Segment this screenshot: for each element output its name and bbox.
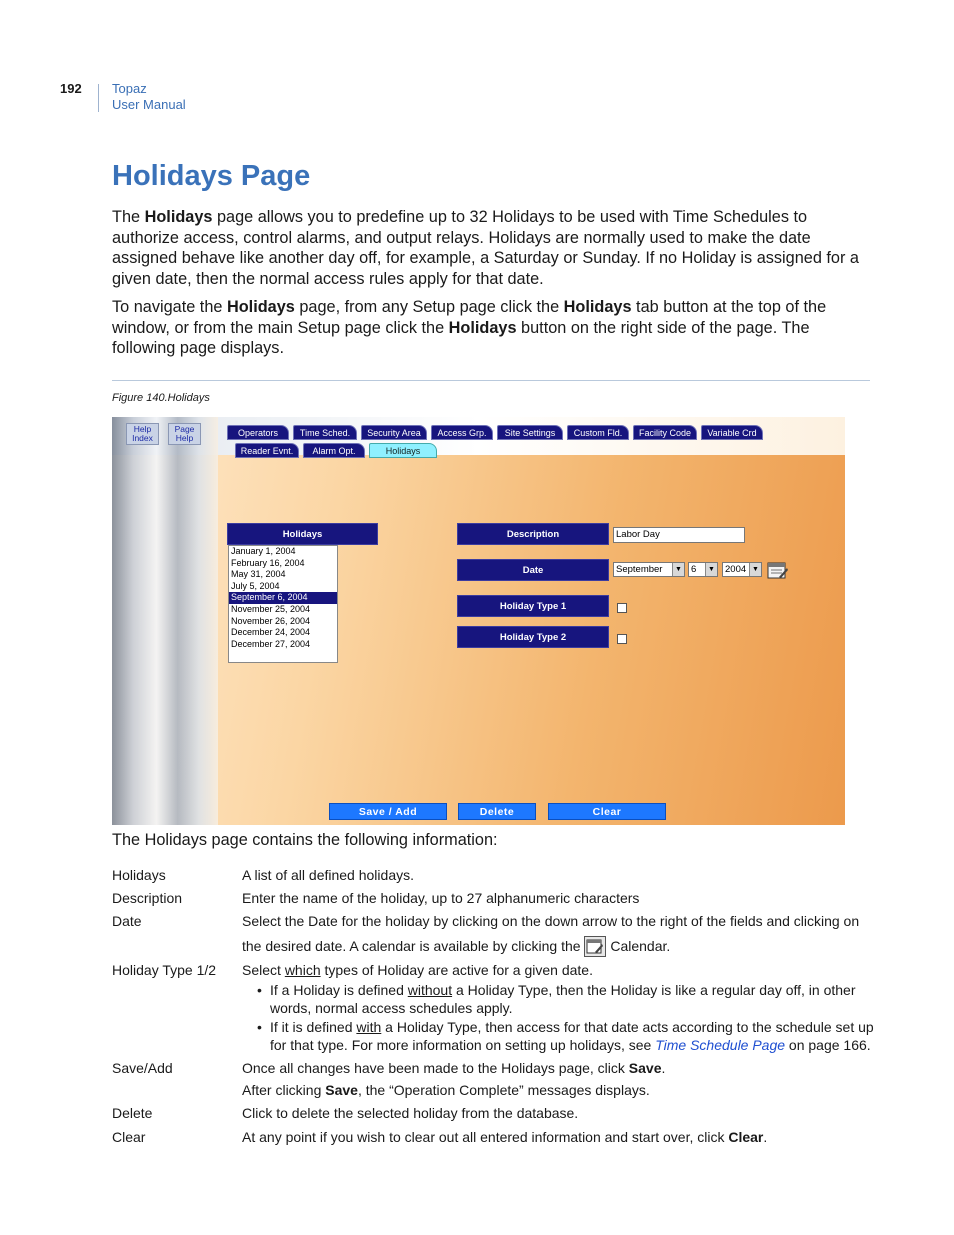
header-product: Topaz <box>112 81 147 96</box>
tab-alarm-opt[interactable]: Alarm Opt. <box>303 443 365 458</box>
date-year-value: 2004 <box>725 564 747 575</box>
def-date-line1: Select the Date for the holiday by clicking on the down arrow to the right of the fields and clicking on <box>242 913 860 929</box>
term-clear: Clear <box>112 1129 146 1145</box>
term-description: Description <box>112 890 183 906</box>
contains-line: The Holidays page contains the following information: <box>112 831 498 849</box>
tab-time-sched[interactable]: Time Sched. <box>293 425 357 440</box>
help-index-button[interactable]: Help Index <box>126 423 159 445</box>
bullet-with: If it is defined with a Holiday Type, then access for that date acts according to the schedule set up for that type. For more information on setting up holidays, see Time Schedule Page on page 166. <box>270 1019 874 1053</box>
description-field[interactable]: Labor Day <box>613 527 745 543</box>
list-item[interactable]: December 24, 2004 <box>231 627 311 638</box>
term-save: Save/Add <box>112 1060 173 1076</box>
date-month-select[interactable] <box>613 562 685 577</box>
def-holidays: A list of all defined holidays. <box>242 867 414 883</box>
list-item[interactable]: May 31, 2004 <box>231 569 286 580</box>
bullet-dot: • <box>257 982 262 998</box>
tab-access-grp[interactable]: Access Grp. <box>431 425 493 440</box>
tab-reader-evnt[interactable]: Reader Evnt. <box>235 443 299 458</box>
date-day-value: 6 <box>691 564 697 575</box>
page-title: Holidays Page <box>112 160 311 192</box>
term-date: Date <box>112 913 142 929</box>
def-save-line1: Once all changes have been made to the Holidays page, click Save. <box>242 1060 666 1076</box>
tab-operators[interactable]: Operators <box>227 425 289 440</box>
holiday-type2-checkbox[interactable] <box>617 634 627 644</box>
term-holidays: Holidays <box>112 867 166 883</box>
tab-variable-crd[interactable]: Variable Crd <box>701 425 763 440</box>
list-item[interactable]: July 5, 2004 <box>231 580 280 591</box>
chevron-down-icon[interactable]: ▼ <box>705 563 717 576</box>
term-delete: Delete <box>112 1105 153 1121</box>
holiday-type2-label: Holiday Type 2 <box>457 626 609 648</box>
holidays-screenshot <box>112 417 845 825</box>
delete-button[interactable]: Delete <box>458 803 536 820</box>
list-item[interactable]: January 1, 2004 <box>231 546 296 556</box>
page-number: 192 <box>60 81 82 96</box>
date-day-select[interactable] <box>688 562 718 577</box>
term-holiday-type: Holiday Type 1/2 <box>112 962 217 978</box>
date-year-select[interactable] <box>722 562 762 577</box>
list-item[interactable]: February 16, 2004 <box>231 557 305 568</box>
chevron-down-icon[interactable]: ▼ <box>672 563 684 576</box>
holiday-type1-checkbox[interactable] <box>617 603 627 613</box>
date-label: Date <box>457 559 609 581</box>
def-delete: Click to delete the selected holiday from the database. <box>242 1105 579 1121</box>
tab-custom-fld[interactable]: Custom Fld. <box>567 425 629 440</box>
intro-paragraph-2: To navigate the Holidays page, from any Setup page click the Holidays tab button at the top of the window, or from the main Setup page click the Holidays button on the right side of the page. The following page displays. <box>112 298 827 357</box>
tab-holidays[interactable]: Holidays <box>369 443 437 458</box>
list-item-selected[interactable]: September 6, 2004 <box>229 592 337 604</box>
header-doc-title: User Manual <box>112 97 186 112</box>
clear-button[interactable]: Clear <box>548 803 666 820</box>
bullet-without: If a Holiday is defined without a Holiday Type, then the Holiday is like a regular day off, in other words, normal access schedules apply. <box>270 982 856 1016</box>
save-add-button[interactable]: Save / Add <box>329 803 447 820</box>
calendar-icon <box>584 936 606 957</box>
holidays-list-label: Holidays <box>227 523 378 545</box>
tab-security-area[interactable]: Security Area <box>361 425 427 440</box>
calendar-icon[interactable] <box>767 560 789 580</box>
date-month-value: September <box>616 564 663 575</box>
time-schedule-link[interactable]: Time Schedule Page <box>655 1036 786 1053</box>
bullet-dot: • <box>257 1019 262 1035</box>
intro-paragraph-1: The Holidays page allows you to predefine up to 32 Holidays to be used with Time Schedules to authorize access, control alarms, and output relays. Holidays are normally used to make the date assigned behave like another day off, for example, a Saturday or Sunday. If no Holiday is assigned for a given date, then the normal access rules apply for that date. <box>112 208 859 288</box>
chevron-down-icon[interactable]: ▼ <box>749 563 761 576</box>
list-item[interactable]: November 25, 2004 <box>231 603 311 614</box>
holiday-type1-label: Holiday Type 1 <box>457 595 609 617</box>
holidays-listbox[interactable] <box>228 545 338 663</box>
def-holiday-type: Select which types of Holiday are active for a given date. <box>242 962 593 978</box>
list-item[interactable]: December 27, 2004 <box>231 638 311 649</box>
def-description: Enter the name of the holiday, up to 27 alphanumeric characters <box>242 890 640 906</box>
page-help-button[interactable]: Page Help <box>168 423 201 445</box>
header-divider <box>98 84 99 112</box>
list-item[interactable]: November 26, 2004 <box>231 615 311 626</box>
figure-caption: Figure 140.Holidays <box>112 392 210 404</box>
def-save-line2: After clicking Save, the “Operation Complete” messages displays. <box>242 1082 650 1098</box>
figure-divider <box>112 380 870 381</box>
def-clear: At any point if you wish to clear out all entered information and start over, click Clear. <box>242 1129 768 1145</box>
tab-site-settings[interactable]: Site Settings <box>497 425 563 440</box>
description-label: Description <box>457 523 609 545</box>
tab-facility-code[interactable]: Facility Code <box>633 425 697 440</box>
def-date-line2: the desired date. A calendar is available by clicking the Calendar. <box>242 936 874 957</box>
metal-sidebar <box>112 417 218 825</box>
